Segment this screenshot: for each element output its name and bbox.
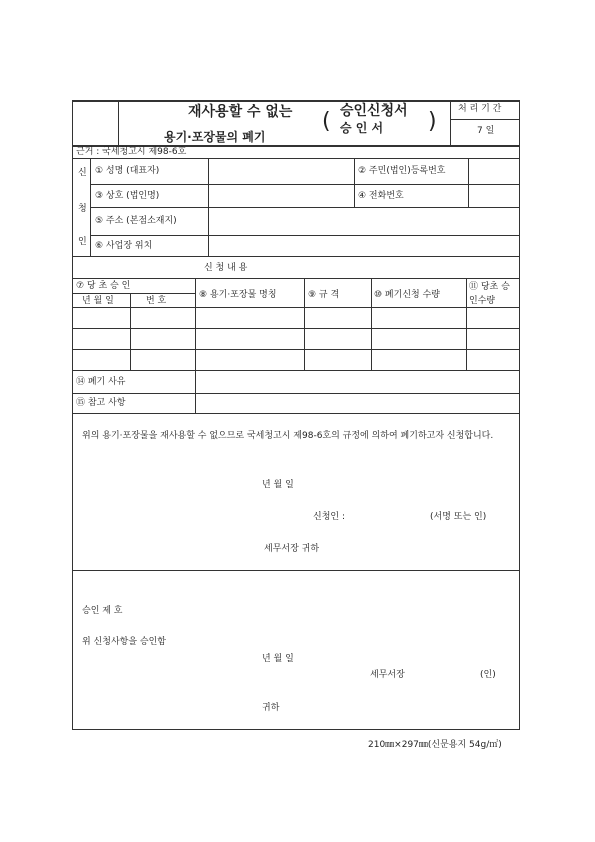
basis-text: 근거 : 국세청고시 제98-6호 bbox=[76, 147, 187, 157]
processing-divider bbox=[450, 119, 520, 120]
applicant-row2-line bbox=[90, 207, 520, 208]
content-header: 신 청 내 용 bbox=[204, 263, 248, 273]
processing-label: 처 리 기 간 bbox=[458, 104, 502, 114]
title-sub-left: 용기·포장물의 폐기 bbox=[164, 130, 266, 144]
paper-spec-footer: 210㎜×297㎜(신문용지 54g/㎡) bbox=[368, 740, 502, 750]
phone-label: ④ 전화번호 bbox=[358, 191, 404, 201]
reg-number-label: ② 주민(법인)등록번호 bbox=[358, 166, 446, 176]
processing-value: 7 일 bbox=[477, 126, 495, 136]
applicant-mid-divider bbox=[354, 158, 355, 207]
border-bottom bbox=[72, 729, 520, 730]
col11-header-line2: 인수량 bbox=[469, 296, 496, 306]
col11-header-line1: ⑪ 당초 승 bbox=[469, 282, 510, 292]
border-left bbox=[72, 100, 73, 730]
title-paren-close: ) bbox=[428, 109, 437, 134]
col9-header: ⑨ 규 격 bbox=[308, 290, 340, 300]
title-sub-right: 승 인 서 bbox=[340, 121, 384, 135]
declaration-date: 년 월 일 bbox=[262, 480, 294, 490]
col10-header: ⑩ 폐기신청 수량 bbox=[374, 290, 440, 300]
site-label: ⑥ 사업장 위치 bbox=[95, 241, 153, 251]
declaration-applicant: 신청인 : bbox=[313, 512, 345, 522]
approval-addressee: 귀하 bbox=[262, 703, 280, 713]
content-header-line bbox=[72, 278, 520, 279]
table-row2-line bbox=[72, 349, 520, 350]
applicant-row1-line bbox=[90, 184, 520, 185]
approval-date: 년 월 일 bbox=[262, 654, 294, 664]
name-label: ① 성명 (대표자) bbox=[95, 166, 160, 176]
table-col8-divider bbox=[195, 278, 196, 370]
approval-text: 위 신청사항을 승인함 bbox=[82, 637, 166, 647]
table-row1-line bbox=[72, 328, 520, 329]
note-line bbox=[72, 413, 520, 414]
applicant-bottom-line bbox=[72, 256, 520, 257]
reason-line bbox=[72, 393, 520, 394]
approval-number: 승인 제 호 bbox=[82, 606, 123, 616]
table-col7-split bbox=[130, 293, 131, 370]
col7-header: ⑦ 당 초 승 인 bbox=[76, 281, 131, 291]
applicant-side-1: 신 bbox=[78, 168, 87, 178]
applicant-right-divider bbox=[468, 158, 469, 207]
declaration-addressee: 세무서장 귀하 bbox=[264, 544, 320, 554]
col7-date-header: 년 월 일 bbox=[82, 296, 114, 306]
col8-header: ⑧ 용기·포장물 명칭 bbox=[199, 290, 277, 300]
declaration-text: 위의 용기·포장물을 재사용할 수 없으므로 국세청고시 제98-6호의 규정에 의하여 폐기하고자 신청합니다. bbox=[82, 431, 494, 441]
declaration-bottom-line bbox=[72, 570, 520, 571]
approval-officer: 세무서장 bbox=[370, 670, 405, 680]
title-left-divider bbox=[118, 100, 119, 146]
firm-label: ③ 상호 (법인명) bbox=[95, 191, 160, 201]
reason-divider bbox=[195, 370, 196, 414]
border-right bbox=[519, 100, 520, 730]
title-main-left: 재사용할 수 없는 bbox=[188, 104, 293, 120]
basis-line bbox=[72, 158, 520, 159]
applicant-row3-line bbox=[90, 235, 520, 236]
title-main-right: 승인신청서 bbox=[340, 103, 408, 119]
table-col11-divider bbox=[466, 278, 467, 370]
note-label: ⑮ 참고 사항 bbox=[76, 398, 126, 408]
reason-label: ⑭ 폐기 사유 bbox=[76, 377, 126, 387]
approval-seal: (인) bbox=[480, 670, 496, 680]
table-header-line bbox=[72, 307, 520, 308]
declaration-sign: (서명 또는 인) bbox=[430, 512, 487, 522]
table-col10-divider bbox=[371, 278, 372, 370]
table-col9-divider bbox=[304, 278, 305, 370]
applicant-side-2: 청 bbox=[78, 204, 87, 214]
applicant-side-3: 인 bbox=[78, 237, 87, 247]
title-right-divider bbox=[450, 100, 451, 146]
table-col7-sub-line bbox=[72, 293, 195, 294]
col7-number-header: 번 호 bbox=[146, 296, 167, 306]
address-label: ⑤ 주소 (본점소재지) bbox=[95, 216, 177, 226]
border-top bbox=[72, 100, 520, 102]
title-paren-open: ( bbox=[322, 109, 331, 134]
table-row3-line bbox=[72, 370, 520, 371]
